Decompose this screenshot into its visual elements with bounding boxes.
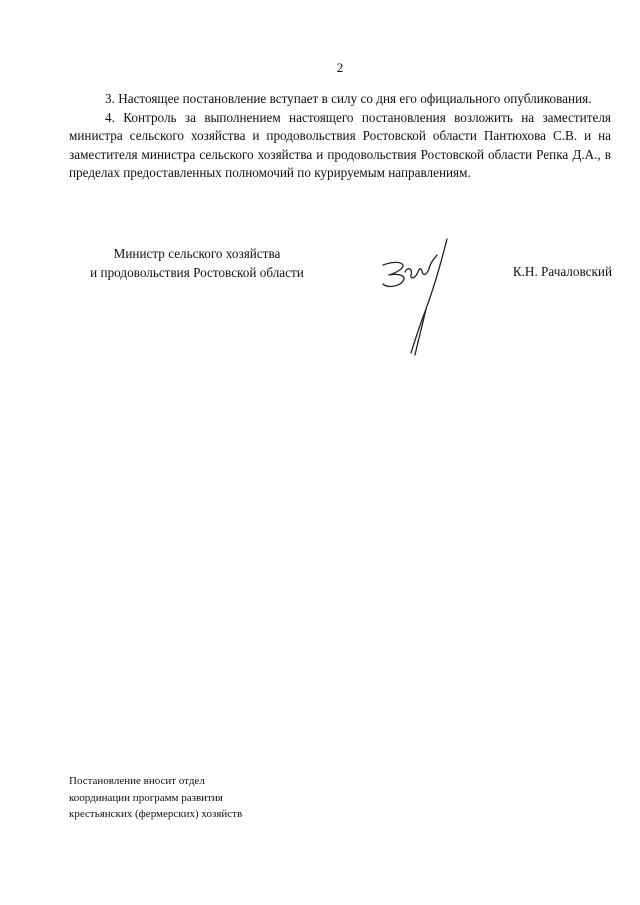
footer-line2: координации программ развития xyxy=(69,791,223,804)
signature-block xyxy=(72,245,612,375)
paragraph-entry-into-force: 3. Настоящее постановление вступает в силу со дня его официального опубликования. xyxy=(105,91,592,106)
paragraph-control: 4. Контроль за выполнением настоящего постановления возложить на заместителя министра сельского хозяйства и продовольствия Ростовской области Пантюхова С.В. и на заместителя министра сельского хозяйства и продовольствия Ростовской области Репка Д.А., в пределах предоставленных полномочий по курируемым направлениям. xyxy=(69,109,611,181)
footer-line3: крестьянских (фермерских) хозяйств xyxy=(69,808,243,820)
document-body xyxy=(69,90,611,183)
handwritten-signature xyxy=(375,235,455,360)
page-number: 2 xyxy=(336,60,344,75)
signer-position xyxy=(72,245,322,282)
signer-position-line2: и продовольствия Ростовской области xyxy=(90,264,304,280)
signer-position-line1: Министр сельского хозяйства xyxy=(113,246,281,261)
signer-name: К.Н. Рачаловский xyxy=(512,264,612,279)
footer-line1: Постановление вносит отдел xyxy=(69,775,205,787)
footer-note xyxy=(69,773,242,823)
